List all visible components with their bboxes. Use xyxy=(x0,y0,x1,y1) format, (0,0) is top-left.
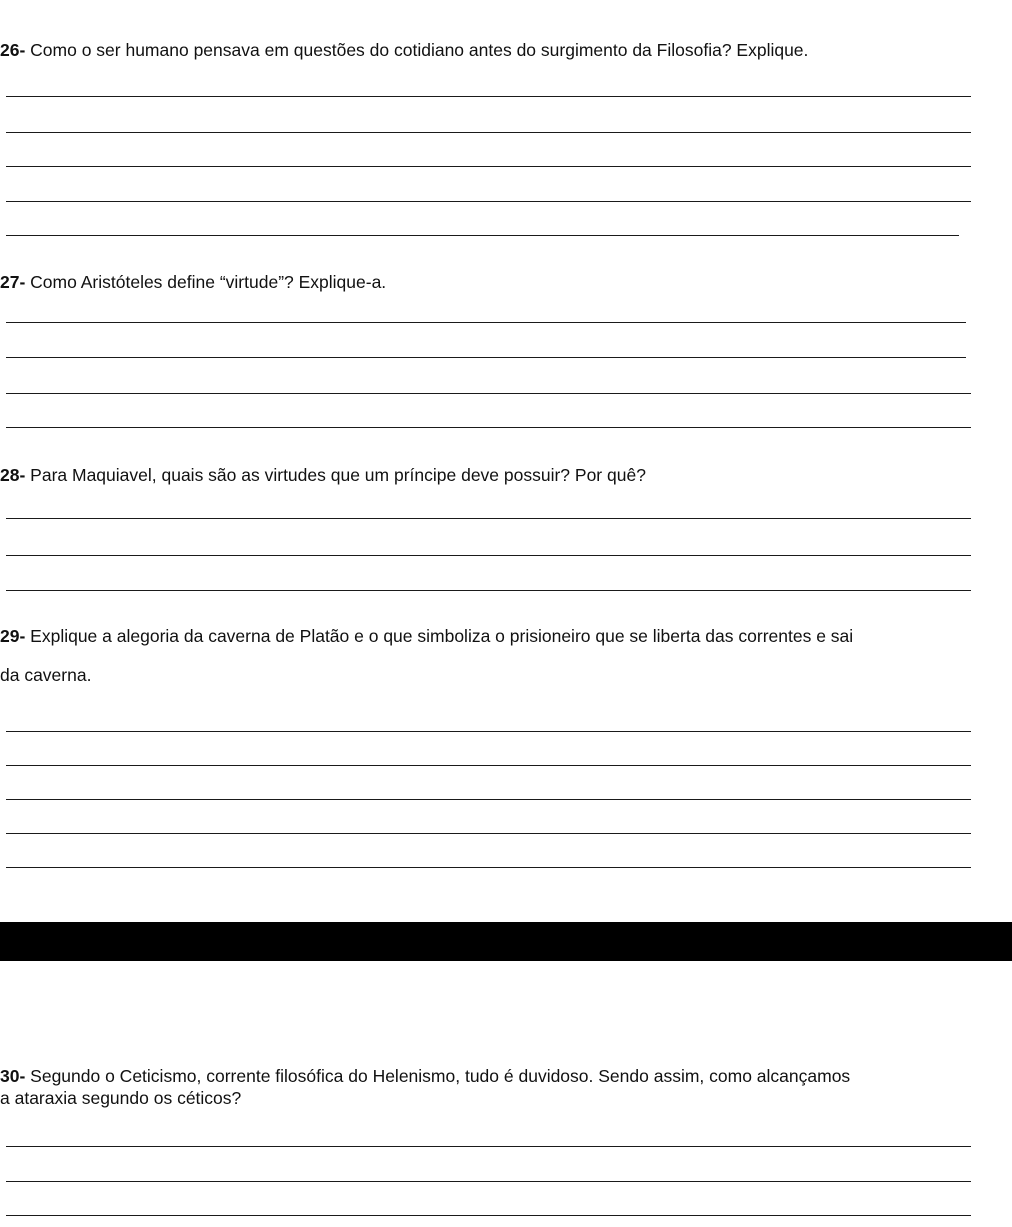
question-text: da caverna. xyxy=(0,665,92,685)
question-text: Como Aristóteles define “virtude”? Explique-a. xyxy=(25,272,387,292)
answer-line[interactable] xyxy=(6,765,971,766)
question-number: 28- xyxy=(0,465,26,485)
question-text: Como o ser humano pensava em questões do cotidiano antes do surgimento da Filosofia? Explique. xyxy=(25,40,809,60)
black-band xyxy=(0,922,1012,961)
answer-line[interactable] xyxy=(6,518,971,519)
answer-line[interactable] xyxy=(6,833,971,834)
answer-line[interactable] xyxy=(6,322,966,323)
answer-line[interactable] xyxy=(6,1181,971,1182)
question-number: 27- xyxy=(0,272,26,292)
question-26 xyxy=(0,38,808,62)
answer-line[interactable] xyxy=(6,393,971,394)
question-number: 30- xyxy=(0,1066,26,1086)
answer-line[interactable] xyxy=(6,132,971,133)
answer-line[interactable] xyxy=(6,166,971,167)
question-number: 26- xyxy=(0,40,26,60)
answer-line[interactable] xyxy=(6,867,971,868)
answer-line[interactable] xyxy=(6,235,959,236)
answer-line[interactable] xyxy=(6,201,971,202)
question-27 xyxy=(0,270,386,294)
question-28 xyxy=(0,463,646,487)
answer-line[interactable] xyxy=(6,1146,971,1147)
answer-line[interactable] xyxy=(6,590,971,591)
answer-line[interactable] xyxy=(6,555,971,556)
question-text: Explique a alegoria da caverna de Platão e o que simboliza o prisioneiro que se liberta das correntes e sai xyxy=(25,626,854,646)
answer-line[interactable] xyxy=(6,731,971,732)
question-30 xyxy=(0,1064,850,1088)
question-29 xyxy=(0,624,853,648)
answer-line[interactable] xyxy=(6,427,971,428)
question-29-continuation xyxy=(0,663,91,687)
question-text: Para Maquiavel, quais são as virtudes que um príncipe deve possuir? Por quê? xyxy=(25,465,646,485)
answer-line[interactable] xyxy=(6,357,966,358)
answer-line[interactable] xyxy=(6,799,971,800)
question-number: 29- xyxy=(0,626,26,646)
answer-line[interactable] xyxy=(6,1215,971,1216)
answer-line[interactable] xyxy=(6,96,971,97)
question-text: Segundo o Ceticismo, corrente filosófica do Helenismo, tudo é duvidoso. Sendo assim, como alcançamos xyxy=(25,1066,851,1086)
question-text: a ataraxia segundo os céticos? xyxy=(0,1088,242,1108)
question-30-continuation xyxy=(0,1086,241,1110)
